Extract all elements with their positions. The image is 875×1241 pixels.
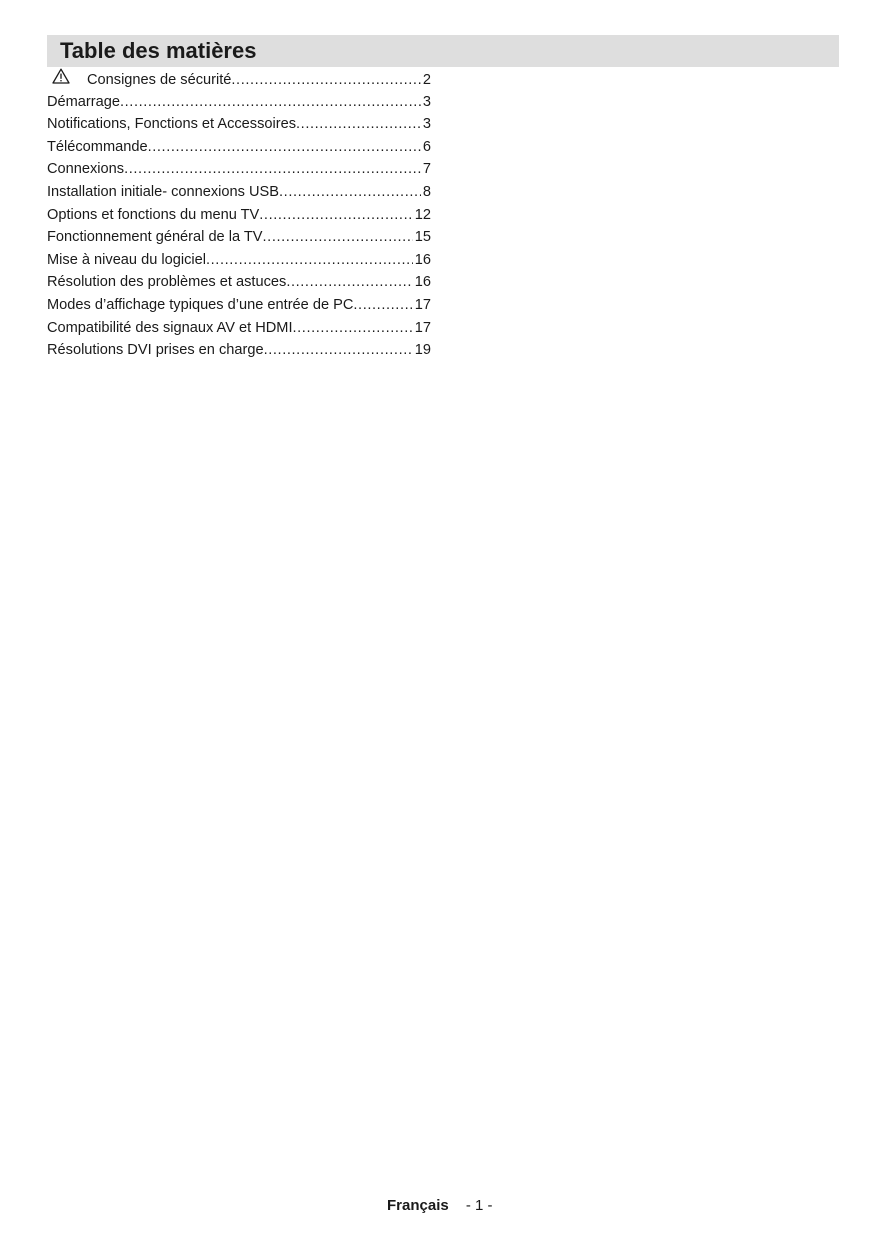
- toc-label: Notifications, Fonctions et Accessoires: [47, 116, 297, 133]
- page-title: Table des matières: [60, 38, 257, 63]
- dot-leader: [293, 317, 413, 340]
- toc-entry-demarrage[interactable]: [47, 91, 431, 114]
- dot-leader: [120, 91, 421, 114]
- dot-leader: [286, 271, 412, 294]
- toc-label: Résolution des problèmes et astuces: [47, 274, 287, 291]
- toc-page-number: 17: [414, 319, 431, 336]
- dot-leader: [259, 204, 412, 227]
- dot-leader: [264, 339, 413, 362]
- toc-page-number: 15: [414, 229, 431, 246]
- dot-leader: [296, 113, 421, 136]
- toc-label: Résolutions DVI prises en charge: [47, 342, 264, 359]
- footer-language: Français: [387, 1197, 449, 1214]
- dot-leader: [263, 226, 413, 249]
- toc-entry-safety[interactable]: [47, 68, 431, 91]
- toc-entry-notifications[interactable]: [47, 113, 431, 136]
- dot-leader: [124, 158, 421, 181]
- toc-page-number: 16: [414, 251, 431, 268]
- toc-entry-menu-options[interactable]: [47, 204, 431, 227]
- toc-page-number: 8: [422, 183, 431, 200]
- toc-entry-compatibilite-av-hdmi[interactable]: [47, 317, 431, 340]
- toc-entry-resolution-problemes[interactable]: [47, 271, 431, 294]
- toc-entry-connexions[interactable]: [47, 158, 431, 181]
- dot-leader: [279, 181, 421, 204]
- toc-page-number: 6: [422, 138, 431, 155]
- toc-label: Compatibilité des signaux AV et HDMI: [47, 319, 293, 336]
- toc-label: Modes d’affichage typiques d’une entrée de PC: [47, 296, 354, 313]
- toc-page-number: 17: [414, 296, 431, 313]
- toc-page-number: 3: [422, 93, 431, 110]
- toc-page-number: 2: [422, 72, 431, 88]
- toc-page-number: 7: [422, 161, 431, 178]
- dot-leader: [148, 136, 421, 159]
- page-footer: [387, 1196, 493, 1216]
- toc-entry-modes-affichage-pc[interactable]: [47, 294, 431, 317]
- toc-label: Démarrage: [47, 93, 120, 110]
- footer-page-number: - 1 -: [465, 1197, 493, 1214]
- toc-label: Mise à niveau du logiciel: [47, 251, 206, 268]
- toc-page-number: 3: [422, 116, 431, 133]
- toc-entry-installation[interactable]: [47, 181, 431, 204]
- toc-entry-telecommande[interactable]: [47, 136, 431, 159]
- toc-label: Télécommande: [47, 138, 148, 155]
- section-title-bar: [47, 35, 839, 67]
- toc-page-number: 19: [414, 342, 431, 359]
- dot-leader: [353, 294, 412, 317]
- toc-page-number: 16: [414, 274, 431, 291]
- toc-entry-fonctionnement[interactable]: [47, 226, 431, 249]
- toc-label: Installation initiale- connexions USB: [47, 183, 280, 200]
- toc-label: Fonctionnement général de la TV: [47, 229, 263, 246]
- warning-icon: [52, 68, 70, 84]
- dot-leader: [206, 249, 413, 272]
- toc-label: Connexions: [47, 161, 125, 178]
- table-of-contents: [47, 68, 431, 362]
- toc-entry-resolutions-dvi[interactable]: [47, 339, 431, 362]
- dot-leader: [231, 69, 420, 91]
- toc-page-number: 12: [414, 206, 431, 223]
- toc-entry-mise-a-niveau[interactable]: [47, 249, 431, 272]
- toc-label: Options et fonctions du menu TV: [47, 206, 260, 223]
- toc-label: Consignes de sécurité: [87, 72, 232, 88]
